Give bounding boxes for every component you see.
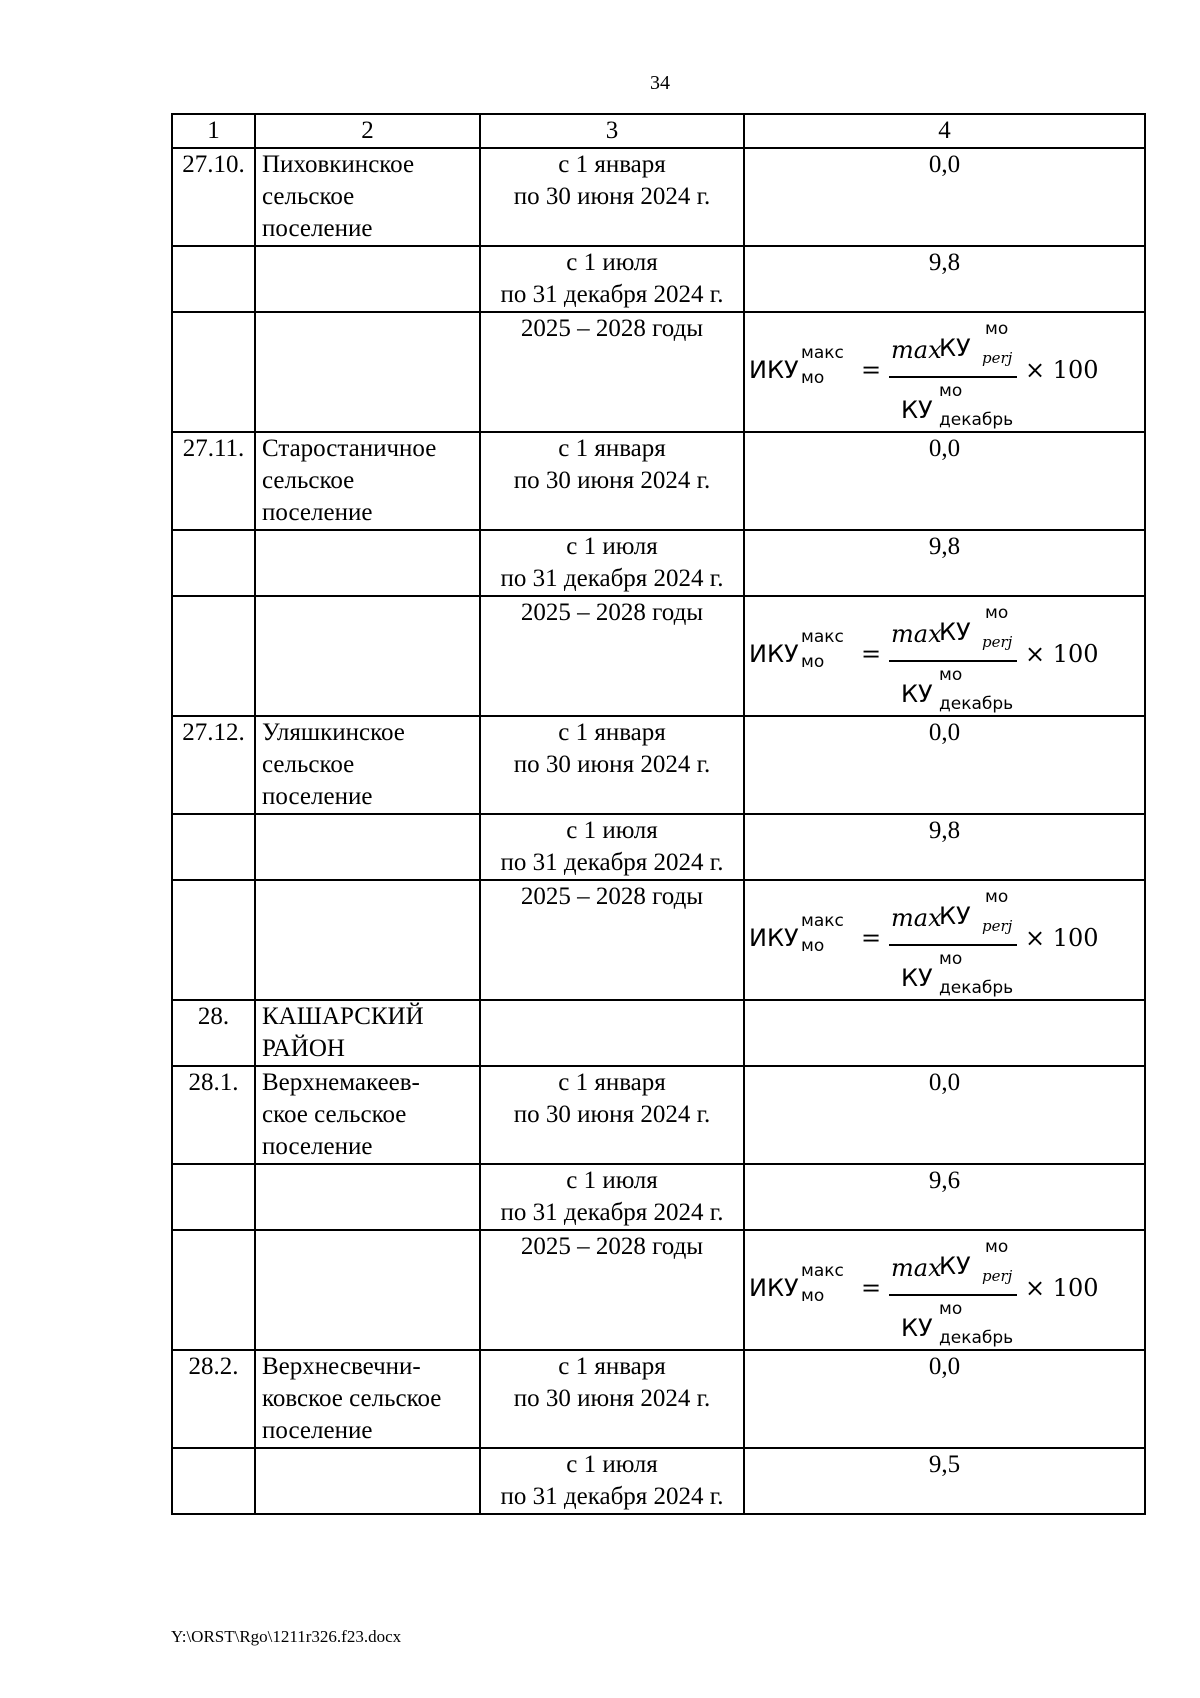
period-line: 2025 – 2028 годы — [520, 1233, 704, 1260]
formula-num-main: КУ — [939, 1252, 971, 1280]
table-row — [172, 880, 1145, 1000]
index-value: 0,0 — [744, 1066, 1145, 1164]
table-row — [172, 1164, 1145, 1230]
table-row — [172, 814, 1145, 880]
period-line: по 30 июня 2024 г. — [513, 467, 711, 494]
formula-times-100: × 100 — [1025, 924, 1099, 952]
settlement-name-line: поселение — [262, 783, 373, 810]
settlement-name — [255, 716, 480, 814]
index-value — [744, 312, 1145, 432]
index-value: 9,8 — [744, 246, 1145, 312]
formula-den-main: КУ — [901, 396, 933, 424]
table-row — [172, 716, 1145, 814]
period-line: по 31 декабря 2024 г. — [500, 849, 724, 876]
formula-num-main: КУ — [939, 618, 971, 646]
period-line: с 1 января — [558, 151, 666, 178]
period-line: с 1 июля — [566, 249, 658, 276]
formula-equals: = — [861, 356, 882, 384]
row-number: 28. — [172, 1000, 255, 1066]
period-line: по 30 июня 2024 г. — [513, 751, 711, 778]
settlement-name-line: поселение — [262, 215, 373, 242]
settlement-name-line: сельское — [262, 751, 355, 778]
period — [480, 1350, 744, 1448]
settlement-name-line: Уляшкинское — [262, 719, 405, 746]
formula-lhs-sup: макс — [801, 911, 844, 931]
settlement-name — [255, 312, 480, 432]
period — [480, 596, 744, 716]
formula-den-sup: мо — [939, 665, 963, 685]
settlement-name-line: РАЙОН — [262, 1035, 345, 1062]
formula-lhs: ИКУ — [749, 640, 799, 668]
formula-equals: = — [861, 640, 882, 668]
period-line: с 1 января — [558, 435, 666, 462]
fraction-bar — [889, 1294, 1017, 1296]
period — [480, 246, 744, 312]
period-line: с 1 января — [558, 1069, 666, 1096]
row-number: 27.10. — [172, 148, 255, 246]
formula-den-sup: мо — [939, 381, 963, 401]
formula-den-main: КУ — [901, 680, 933, 708]
formula-equals: = — [861, 1274, 882, 1302]
formula-num-sup: мо — [985, 1237, 1009, 1257]
period — [480, 1230, 744, 1350]
formula-times-100: × 100 — [1025, 356, 1099, 384]
settlement-name — [255, 1000, 480, 1066]
table-row — [172, 148, 1145, 246]
period-line: 2025 – 2028 годы — [520, 599, 704, 626]
index-formula — [749, 1231, 1109, 1349]
index-value: 9,5 — [744, 1448, 1145, 1514]
period-line: по 31 декабря 2024 г. — [500, 281, 724, 308]
period-line: с 1 января — [558, 719, 666, 746]
index-value: 9,8 — [744, 814, 1145, 880]
index-value: 0,0 — [744, 432, 1145, 530]
page-number: 34 — [650, 72, 670, 94]
period-line: по 31 декабря 2024 г. — [500, 1483, 724, 1510]
index-formula — [749, 313, 1109, 431]
settlement-name-line: поселение — [262, 1133, 373, 1160]
settlement-name-line: Верхнемакеев- — [262, 1069, 420, 1096]
settlement-name-line: сельское — [262, 183, 355, 210]
formula-den-sup: мо — [939, 1299, 963, 1319]
header-col-1: 1 — [172, 114, 255, 148]
formula-lhs-sub: мо — [801, 936, 825, 956]
index-value: 0,0 — [744, 716, 1145, 814]
period-line: по 31 декабря 2024 г. — [500, 565, 724, 592]
period — [480, 1164, 744, 1230]
formula-num-sub: perj — [982, 1267, 1013, 1285]
formula-num-prefix: max — [891, 336, 942, 364]
formula-num-sup: мо — [985, 887, 1009, 907]
row-number — [172, 880, 255, 1000]
header-col-2: 2 — [255, 114, 480, 148]
row-number — [172, 1164, 255, 1230]
table-row — [172, 246, 1145, 312]
period-line: 2025 – 2028 годы — [520, 315, 704, 342]
settlement-name — [255, 1448, 480, 1514]
table-row — [172, 1000, 1145, 1066]
formula-num-sup: мо — [985, 319, 1009, 339]
settlement-name — [255, 1066, 480, 1164]
index-formula — [749, 881, 1109, 999]
period — [480, 716, 744, 814]
row-number: 28.1. — [172, 1066, 255, 1164]
fraction-bar — [889, 944, 1017, 946]
settlement-name — [255, 530, 480, 596]
settlement-name — [255, 1350, 480, 1448]
period-line: с 1 января — [558, 1353, 666, 1380]
period-line: по 30 июня 2024 г. — [513, 183, 711, 210]
formula-num-main: КУ — [939, 902, 971, 930]
period — [480, 880, 744, 1000]
row-number: 27.11. — [172, 432, 255, 530]
period — [480, 530, 744, 596]
formula-num-prefix: max — [891, 1254, 942, 1282]
formula-num-sub: perj — [982, 917, 1013, 935]
index-value — [744, 880, 1145, 1000]
settlement-name — [255, 880, 480, 1000]
formula-lhs-sub: мо — [801, 1286, 825, 1306]
period-line: с 1 июля — [566, 1451, 658, 1478]
period-line: с 1 июля — [566, 817, 658, 844]
settlement-name — [255, 432, 480, 530]
settlement-name — [255, 596, 480, 716]
settlement-name-line: Старостаничное — [262, 435, 437, 462]
settlement-name-line: ское сельское — [262, 1101, 407, 1128]
period-line: по 30 июня 2024 г. — [513, 1385, 711, 1412]
formula-den-main: КУ — [901, 964, 933, 992]
table-row — [172, 432, 1145, 530]
formula-den-sup: мо — [939, 949, 963, 969]
period — [480, 432, 744, 530]
formula-lhs: ИКУ — [749, 1274, 799, 1302]
settlement-name-line: ковское сельское — [262, 1385, 442, 1412]
settlement-name-line: КАШАРСКИЙ — [262, 1003, 424, 1030]
index-value — [744, 1000, 1145, 1066]
formula-den-sub: декабрь — [939, 978, 1014, 998]
settlement-name-line: поселение — [262, 1417, 373, 1444]
formula-lhs-sub: мо — [801, 652, 825, 672]
formula-num-main: КУ — [939, 334, 971, 362]
formula-num-prefix: max — [891, 620, 942, 648]
settlement-name — [255, 1164, 480, 1230]
table-row — [172, 1230, 1145, 1350]
rates-table — [171, 113, 1146, 1515]
formula-num-prefix: max — [891, 904, 942, 932]
table-row — [172, 312, 1145, 432]
settlement-name-line: сельское — [262, 467, 355, 494]
header-col-3: 3 — [480, 114, 744, 148]
table-row — [172, 1066, 1145, 1164]
file-path-footer: Y:\ORST\Rgo\1211r326.f23.docx — [171, 1627, 402, 1646]
table-row — [172, 1448, 1145, 1514]
period — [480, 1448, 744, 1514]
period — [480, 814, 744, 880]
table-header-row — [172, 114, 1145, 148]
row-number — [172, 1230, 255, 1350]
formula-den-sub: декабрь — [939, 410, 1014, 430]
formula-lhs-sup: макс — [801, 1261, 844, 1281]
period — [480, 148, 744, 246]
period — [480, 1000, 744, 1066]
index-formula — [749, 597, 1109, 715]
settlement-name — [255, 246, 480, 312]
formula-lhs-sup: макс — [801, 627, 844, 647]
formula-den-main: КУ — [901, 1314, 933, 1342]
index-value: 9,6 — [744, 1164, 1145, 1230]
index-value: 9,8 — [744, 530, 1145, 596]
formula-den-sub: декабрь — [939, 1328, 1014, 1348]
index-value — [744, 596, 1145, 716]
table-row — [172, 596, 1145, 716]
settlement-name — [255, 148, 480, 246]
formula-times-100: × 100 — [1025, 1274, 1099, 1302]
formula-num-sup: мо — [985, 603, 1009, 623]
row-number: 28.2. — [172, 1350, 255, 1448]
settlement-name-line: Пиховкинское — [262, 151, 415, 178]
fraction-bar — [889, 660, 1017, 662]
period-line: с 1 июля — [566, 1167, 658, 1194]
formula-num-sub: perj — [982, 349, 1013, 367]
period-line: 2025 – 2028 годы — [520, 883, 704, 910]
index-value — [744, 1230, 1145, 1350]
settlement-name-line: Верхнесвечни- — [262, 1353, 421, 1380]
fraction-bar — [889, 376, 1017, 378]
index-value: 0,0 — [744, 1350, 1145, 1448]
period — [480, 312, 744, 432]
table-row — [172, 1350, 1145, 1448]
period-line: с 1 июля — [566, 533, 658, 560]
row-number — [172, 596, 255, 716]
row-number — [172, 246, 255, 312]
row-number — [172, 530, 255, 596]
row-number: 27.12. — [172, 716, 255, 814]
row-number — [172, 312, 255, 432]
row-number — [172, 814, 255, 880]
formula-lhs: ИКУ — [749, 356, 799, 384]
formula-lhs-sub: мо — [801, 368, 825, 388]
rates-table-body — [172, 114, 1145, 1514]
settlement-name — [255, 814, 480, 880]
row-number — [172, 1448, 255, 1514]
settlement-name — [255, 1230, 480, 1350]
formula-lhs: ИКУ — [749, 924, 799, 952]
table-row — [172, 530, 1145, 596]
formula-lhs-sup: макс — [801, 343, 844, 363]
header-col-4: 4 — [744, 114, 1145, 148]
period-line: по 31 декабря 2024 г. — [500, 1199, 724, 1226]
period-line: по 30 июня 2024 г. — [513, 1101, 711, 1128]
formula-times-100: × 100 — [1025, 640, 1099, 668]
formula-equals: = — [861, 924, 882, 952]
period — [480, 1066, 744, 1164]
formula-den-sub: декабрь — [939, 694, 1014, 714]
settlement-name-line: поселение — [262, 499, 373, 526]
index-value: 0,0 — [744, 148, 1145, 246]
formula-num-sub: perj — [982, 633, 1013, 651]
